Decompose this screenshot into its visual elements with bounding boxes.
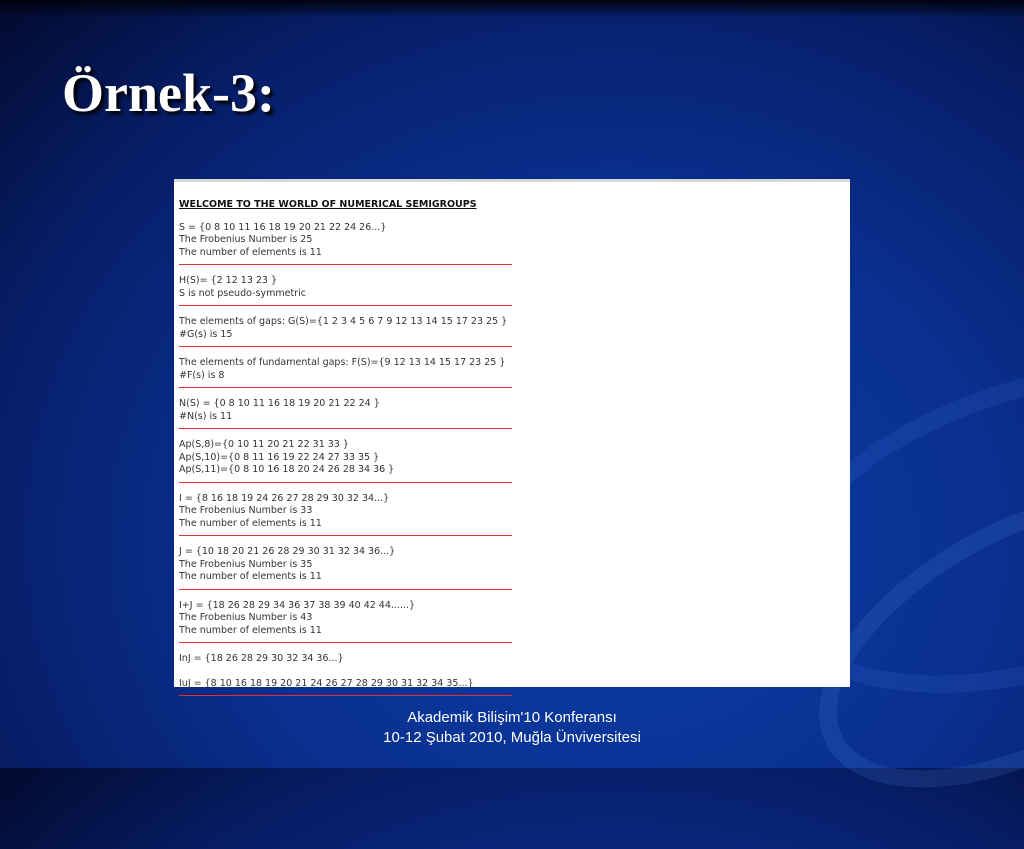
- output-line: Ap(S,10)={0 8 11 16 19 22 24 27 33 35 }: [179, 451, 380, 463]
- output-line: Ap(S,11)={0 8 10 16 18 20 24 26 28 34 36 }: [179, 464, 395, 475]
- output-line: The elements of fundamental gaps: F(S)={9 12 13 14 15 17 23 25 }: [179, 357, 506, 368]
- red-separator: [179, 264, 512, 265]
- blank-line: [179, 666, 515, 678]
- red-separator: [179, 428, 512, 429]
- output-heading: WELCOME TO THE WORLD OF NUMERICAL SEMIGROUPS: [179, 199, 477, 210]
- output-line: The number of elements is 11: [179, 571, 322, 582]
- red-separator: [179, 482, 512, 483]
- slide-title: Örnek-3:: [62, 63, 275, 123]
- slide-footer: [383, 708, 641, 748]
- red-separator: [179, 642, 512, 643]
- red-separator: [179, 535, 512, 536]
- output-block: [179, 493, 515, 535]
- output-block: [179, 316, 515, 345]
- output-line: The number of elements is 11: [179, 517, 322, 529]
- output-line: The Frobenius Number is 35: [179, 558, 313, 570]
- output-line: S is not pseudo-symmetric: [179, 287, 306, 299]
- output-line: The Frobenius Number is 33: [179, 505, 313, 516]
- output-block: [179, 653, 515, 694]
- program-output-screenshot: [174, 179, 850, 687]
- output-block: [179, 222, 515, 264]
- output-line: #N(s) is 11: [179, 410, 233, 422]
- output-line: IuJ = {8 10 16 18 19 20 21 24 26 27 28 29 30 31 32 34 35...}: [179, 677, 474, 689]
- output-line: Ap(S,8)={0 10 11 20 21 22 31 33 }: [179, 439, 349, 450]
- footer-conference: Akademik Bilişim'10 Konferansı: [407, 709, 617, 726]
- output-line: I = {8 16 18 19 24 26 27 28 29 30 32 34...}: [179, 492, 390, 504]
- output-line: The number of elements is 11: [179, 246, 322, 258]
- output-block: [179, 439, 515, 481]
- footer-date-venue: 10-12 Şubat 2010, Muğla Ünviversitesi: [383, 729, 641, 746]
- red-separator: [179, 346, 512, 347]
- output-blocks: [179, 222, 515, 697]
- output-line: The elements of gaps: G(S)={1 2 3 4 5 6 7 9 12 13 14 15 17 23 25 }: [179, 316, 508, 327]
- top-dark-band: [0, 0, 1024, 18]
- output-line: N(S) = {0 8 10 11 16 18 19 20 21 22 24 }: [179, 398, 380, 409]
- output-block: [179, 546, 515, 588]
- red-separator: [179, 695, 512, 696]
- output-line: J = {10 18 20 21 26 28 29 30 31 32 34 36...}: [179, 546, 396, 557]
- output-line: I+J = {18 26 28 29 34 36 37 38 39 40 42 44......}: [179, 599, 416, 611]
- output-line: The Frobenius Number is 25: [179, 234, 313, 245]
- output-block: [179, 357, 515, 386]
- output-line: InJ = {18 26 28 29 30 32 34 36...}: [179, 653, 344, 664]
- output-line: The Frobenius Number is 43: [179, 612, 313, 623]
- output-content: [179, 199, 515, 706]
- red-separator: [179, 589, 512, 590]
- output-block: [179, 600, 515, 642]
- output-line: H(S)= {2 12 13 23 }: [179, 275, 278, 286]
- red-separator: [179, 305, 512, 306]
- output-line: #G(s) is 15: [179, 328, 233, 340]
- output-line: S = {0 8 10 11 16 18 19 20 21 22 24 26...}: [179, 221, 387, 233]
- output-block: [179, 275, 515, 304]
- output-line: The number of elements is 11: [179, 624, 322, 636]
- red-separator: [179, 387, 512, 388]
- output-block: [179, 398, 515, 427]
- output-line: #F(s) is 8: [179, 369, 225, 381]
- screenshot-top-border: [174, 179, 850, 182]
